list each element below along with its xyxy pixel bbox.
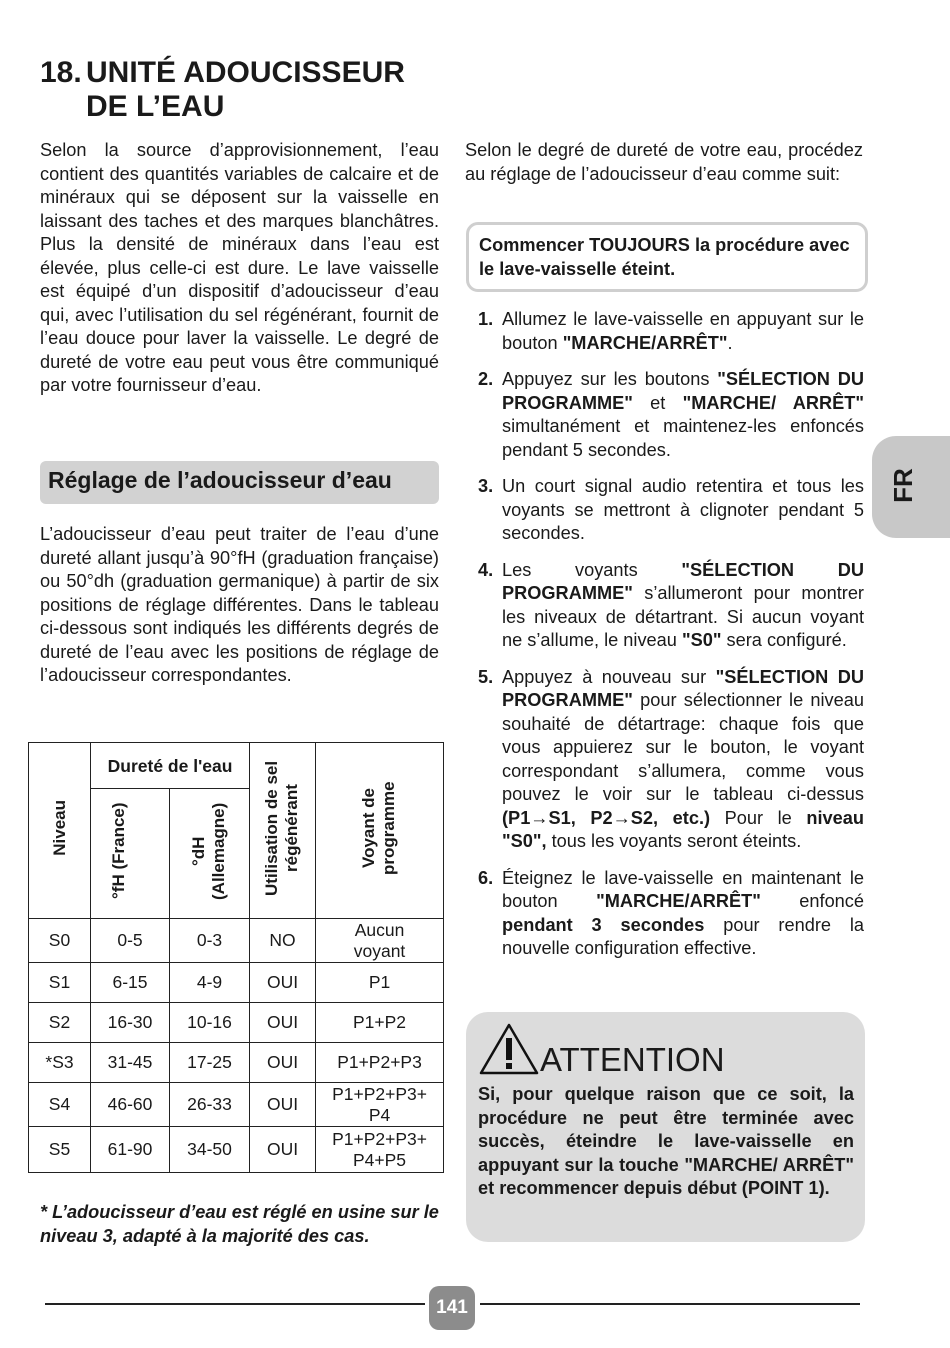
hardness-table	[28, 742, 444, 1173]
step-item: 6. Éteignez le lave-vaisselle en maintenant le bouton "MARCHE/ARRÊT" enfoncé pendant 3 secondes pour rendre la nouvelle configuration effective.	[478, 867, 865, 958]
title-line-2: DE L’EAU	[86, 90, 225, 123]
cell-dh: 17-25	[170, 1043, 250, 1083]
cell-fh: 0-5	[91, 919, 170, 963]
header-niveau: Niveau	[29, 743, 91, 919]
footer-rule-left	[45, 1303, 425, 1305]
cell-fh: 61-90	[91, 1127, 170, 1173]
cell-dh: 0-3	[170, 919, 250, 963]
header-dh: °dH (Allemagne)	[170, 789, 250, 919]
table-row	[29, 1127, 444, 1173]
cell-fh: 16-30	[91, 1003, 170, 1043]
step-item: 4. Les voyants "SÉLECTION DU PROGRAMME" s’allumeront pour montrer les niveaux de détartrant. Si aucun voyant ne s’allume, le niveau "S0" sera configuré.	[478, 559, 865, 650]
step-item: 5. Appuyez à nouveau sur "SÉLECTION DU PROGRAMME" pour sélectionner le niveau souhaité de détartrage: chaque fois que vous appuierez sur le bouton, le voyant correspondant s’allumera, comme vous pouvez le voir sur le tableau ci-dessus (P1→S1, P2→S2, etc.) Pour le niveau "S0", tous les voyants seront éteints.	[478, 666, 865, 851]
cell-voyant: Aucun voyant	[316, 919, 444, 963]
cell-sel: OUI	[250, 1003, 316, 1043]
header-sel: Utilisation de sel régénérant	[250, 743, 316, 919]
right-intro: Selon le degré de dureté de votre eau, procédez au réglage de l’adoucisseur d’eau comme suit:	[465, 140, 863, 184]
step-item: 1. Allumez le lave-vaisselle en appuyant sur le bouton "MARCHE/ARRÊT".	[478, 309, 864, 353]
cell-fh: 6-15	[91, 963, 170, 1003]
section-number: 18.	[40, 56, 82, 89]
cell-dh: 4-9	[170, 963, 250, 1003]
cell-dh: 10-16	[170, 1003, 250, 1043]
cell-voyant: P1+P2+P3	[316, 1043, 444, 1083]
cell-sel: OUI	[250, 963, 316, 1003]
title-line-1: UNITÉ ADOUCISSEUR	[86, 56, 405, 89]
section-heading: Réglage de l’adoucisseur d’eau	[40, 461, 439, 504]
table-row	[29, 919, 444, 963]
language-tab	[872, 436, 950, 538]
table-row	[29, 1003, 444, 1043]
cell-dh: 34-50	[170, 1127, 250, 1173]
cell-niveau: *S3	[29, 1043, 91, 1083]
warning-icon	[478, 1022, 540, 1076]
attention-title: ATTENTION	[540, 1041, 725, 1078]
attention-text: Si, pour quelque raison que ce soit, la procédure ne peut être terminée avec succès, éteindre le lave-vaisselle en appuyant sur la touche "MARCHE/ ARRÊT" et recommencer depuis début (POINT 1).	[478, 1084, 854, 1198]
header-fh: °fH (France)	[91, 789, 170, 919]
table-row	[29, 1083, 444, 1127]
cell-voyant: P1+P2+P3+ P4+P5	[316, 1127, 444, 1173]
cell-niveau: S2	[29, 1003, 91, 1043]
table-row	[29, 1043, 444, 1083]
cell-voyant: P1+P2	[316, 1003, 444, 1043]
header-voyant: Voyant de programme	[316, 743, 444, 919]
language-label: FR	[887, 468, 918, 503]
steps-list	[466, 308, 864, 974]
cell-sel: OUI	[250, 1127, 316, 1173]
cell-niveau: S5	[29, 1127, 91, 1173]
page-title	[40, 56, 405, 124]
table-row	[29, 963, 444, 1003]
cell-sel: NO	[250, 919, 316, 963]
section-paragraph: L’adoucisseur d’eau peut traiter de l’eau d’une dureté allant jusqu’à 90°fH (graduation française) ou 50°dh (graduation germanique) à partir de six positions de réglage différentes. Dans le tableau ci-dessous sont indiqués les différents degrés de dureté de l’eau avec les positions de réglage de l’adoucisseur correspondantes.	[40, 524, 439, 685]
cell-voyant: P1	[316, 963, 444, 1003]
step-item: 2. Appuyez sur les boutons "SÉLECTION DU PROGRAMME" et "MARCHE/ ARRÊT" simultanément et maintenez-les enfoncés pendant 5 secondes.	[478, 369, 864, 460]
cell-sel: OUI	[250, 1083, 316, 1127]
cell-dh: 26-33	[170, 1083, 250, 1127]
page-number: 141	[429, 1286, 475, 1330]
footer-rule-right	[480, 1303, 860, 1305]
cell-sel: OUI	[250, 1043, 316, 1083]
step-item: 3. Un court signal audio retentira et tous les voyants se mettront à clignoter pendant 5 secondes.	[478, 476, 864, 543]
footnote: * L’adoucisseur d’eau est réglé en usine sur le niveau 3, adapté à la majorité des cas.	[40, 1202, 439, 1246]
cell-niveau: S1	[29, 963, 91, 1003]
intro-paragraph: Selon la source d’approvisionnement, l’eau contient des quantités variables de calcaire et de minéraux qui se déposent sur la vaisselle en laissant des taches et des marques blanchâtres. Plus la densité de minéraux dans l’eau est élevée, plus celle-ci est dure. Le lave vaisselle est équipé d’un dispositif d’adoucisseur d’eau qui, avec l’utilisation du sel régénérant, fournit de l’eau douce pour laver la vaisselle. Le degré de dureté de votre eau peut vous être communiqué par votre fournisseur d’eau.	[40, 140, 439, 395]
cell-niveau: S4	[29, 1083, 91, 1127]
cell-voyant: P1+P2+P3+ P4	[316, 1083, 444, 1127]
header-durete: Dureté de l'eau	[91, 743, 250, 789]
notice-box: Commencer TOUJOURS la procédure avec le lave-vaisselle éteint.	[466, 222, 868, 292]
cell-fh: 46-60	[91, 1083, 170, 1127]
cell-niveau: S0	[29, 919, 91, 963]
cell-fh: 31-45	[91, 1043, 170, 1083]
